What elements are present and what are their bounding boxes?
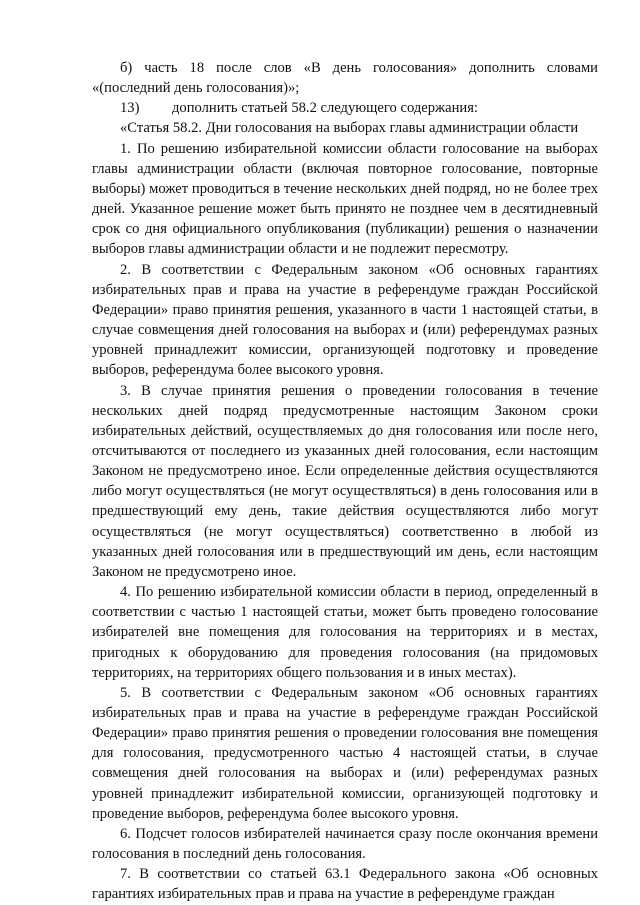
item-13-text: дополнить статьей 58.2 следующего содержания: (172, 100, 478, 117)
paragraph-amendment-b: б) часть 18 после слов «В день голосования» дополнить словами «(последний день голосования)»; (92, 60, 598, 97)
article-part-3: 3. В случае принятия решения о проведении голосования в течение нескольких дней подряд предусмотренные настоящим Законом сроки избирательных действий, осуществляемых до дня голосования или после него, отсчитываются от последнего из указанных дней голосования, если настоящим Законом не предусмотрено иное. Если определенные действия осуществляются либо могут осуществляться (не могут осуществляться) в день голосования или в предшествующий ему день, такие действия осуществляются либо могут осуществляться (не могут осуществляться) соответственно в любой из указанных дней голосования или в предшествующий им день, если настоящим Законом не предусмотрено иное. (92, 382, 598, 580)
article-part-6: 6. Подсчет голосов избирателей начинается сразу после окончания времени голосования в последний день голосования. (92, 825, 598, 863)
document-body (92, 58, 598, 905)
article-58-2-heading: «Статья 58.2. Дни голосования на выборах главы администрации области (120, 120, 579, 137)
article-part-4: 4. По решению избирательной комиссии области в период, определенный в соответствии с частью 1 настоящей статьи, может быть проведено голосование избирателей вне помещения для голосования на территориях и в местах, пригодных к оборудованию для проведения голосования (на придомовых территориях, на территориях общего пользования и в иных местах). (92, 584, 598, 681)
item-13-number: 13) (120, 100, 140, 117)
article-part-5: 5. В соответствии с Федеральным законом «Об основных гарантиях избирательных прав и права на участие в референдуме граждан Российской Федерации» право принятия решения о проведении голосования вне помещения для голосования, предусмотренного частью 4 настоящей статьи, в случае совмещения дней голосования на выборах и (или) референдумах разных уровней принадлежит избирательной комиссии, организующей подготовку и проведение выборов, референдума более высокого уровня. (92, 684, 598, 822)
article-part-1: 1. По решению избирательной комиссии области голосование на выборах главы администрации области (включая повторное голосование, повторные выборы) может проводиться в течение нескольких дней подряд, но не более трех дней. Указанное решение может быть принято не позднее чем в десятидневный срок со дня официального опубликования (публикации) решения о назначении выборов главы администрации области и не подлежит пересмотру. (92, 140, 598, 258)
paragraph-item-13 (92, 98, 598, 118)
article-part-2: 2. В соответствии с Федеральным законом «Об основных гарантиях избирательных прав и права на участие в референдуме граждан Российской Федерации» право принятия решения, указанного в части 1 настоящей статьи, в случае совмещения дней голосования на выборах и (или) референдумах разных уровней принадлежит комиссии, организующей подготовку и проведение выборов, референдума более высокого уровня. (92, 261, 598, 379)
article-part-7: 7. В соответствии со статьей 63.1 Федерального закона «Об основных гарантиях избирательных прав и права на участие в референдуме граждан (92, 866, 598, 903)
